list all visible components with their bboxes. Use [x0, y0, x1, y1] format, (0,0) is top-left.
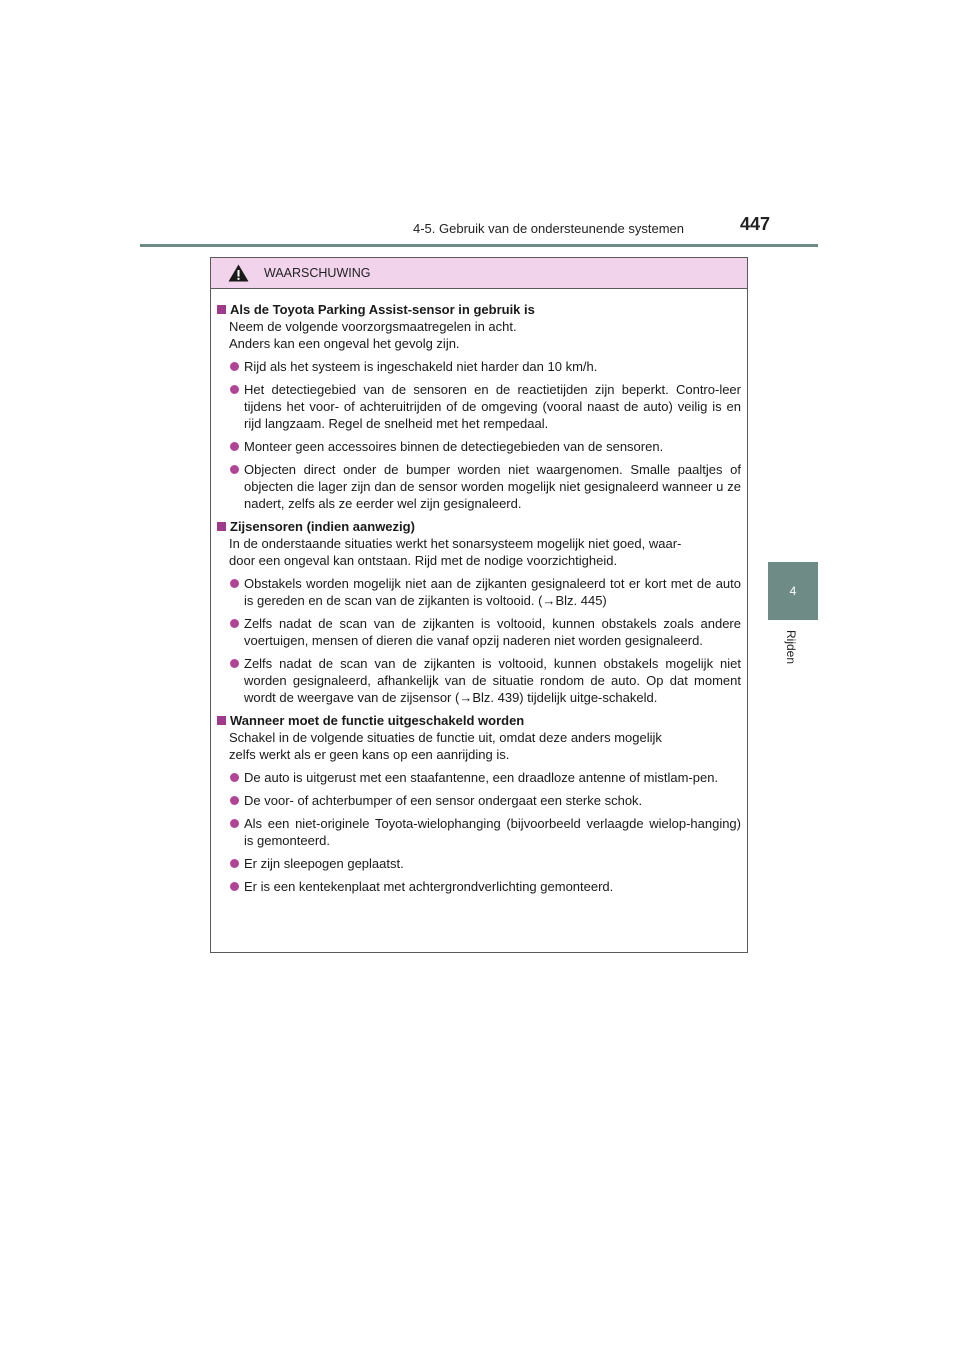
bullet-icon: [230, 385, 239, 394]
section-disable-function: [217, 712, 741, 895]
chapter-tab: 4: [768, 562, 818, 620]
section-parking-assist: [217, 301, 741, 512]
list-item: Monteer geen accessoires binnen de detectiegebieden van de sensoren.: [217, 438, 741, 455]
bullet-icon: [230, 659, 239, 668]
bullet-icon: [230, 619, 239, 628]
running-header-section: 4-5. Gebruik van de ondersteunende systemen: [413, 221, 685, 236]
warning-box: [210, 257, 748, 953]
bullet-icon: [230, 465, 239, 474]
list-item: Rijd als het systeem is ingeschakeld niet harder dan 10 km/h.: [217, 358, 741, 375]
section-square-icon: [217, 522, 226, 531]
list-item: Obstakels worden mogelijk niet aan de zijkanten gesignaleerd tot er kort met de auto is gereden en de scan van de zijkanten is voltooid. (→Blz. 445): [217, 575, 741, 609]
list-item: Er zijn sleepogen geplaatst.: [217, 855, 741, 872]
bullet-icon: [230, 362, 239, 371]
list-item: Objecten direct onder de bumper worden niet waargenomen. Smalle paaltjes of objecten die lager zijn dan de sensor worden mogelijk niet gesignaleerd wanneer u ze nadert, zelfs als ze eerder wel zijn gesignaleerd.: [217, 461, 741, 512]
header-rule: [140, 244, 818, 247]
warning-header: [211, 258, 747, 289]
page-number: 447: [740, 214, 771, 234]
warning-title: WAARSCHUWING: [264, 266, 371, 280]
bullet-icon: [230, 819, 239, 828]
bullet-icon: [230, 882, 239, 891]
bullet-list: [217, 769, 741, 895]
section-square-icon: [217, 716, 226, 725]
bullet-icon: [230, 796, 239, 805]
list-item: De auto is uitgerust met een staafantenne, een draadloze antenne of mistlam-pen.: [217, 769, 741, 786]
bullet-list: [217, 358, 741, 512]
list-item: Er is een kentekenplaat met achtergrondverlichting gemonteerd.: [217, 878, 741, 895]
section-intro: In de onderstaande situaties werkt het sonarsysteem mogelijk niet goed, waar- door een ongeval kan ontstaan. Rijd met de nodige voorzichtigheid.: [229, 536, 682, 568]
list-item: De voor- of achterbumper of een sensor ondergaat een sterke schok.: [217, 792, 741, 809]
section-intro: Schakel in de volgende situaties de functie uit, omdat deze anders mogelijk zelfs werkt als er geen kans op een aanrijding is.: [229, 730, 662, 762]
chapter-label: Rijden: [784, 630, 798, 665]
list-item: Zelfs nadat de scan van de zijkanten is voltooid, kunnen obstakels mogelijk niet worden gesignaleerd, afhankelijk van de situatie rondom de auto. Op dat moment wordt de weergave van de zijsensor (→Blz. 439) tijdelijk uitge-schakeld.: [217, 655, 741, 706]
list-item: Als een niet-originele Toyota-wielophanging (bijvoorbeeld verlaagde wielop-hanging) is gemonteerd.: [217, 815, 741, 849]
section-intro: Neem de volgende voorzorgsmaatregelen in acht. Anders kan een ongeval het gevolg zijn.: [229, 319, 517, 351]
bullet-icon: [230, 442, 239, 451]
bullet-icon: [230, 859, 239, 868]
warning-triangle-icon: [228, 264, 249, 282]
bullet-icon: [230, 579, 239, 588]
warning-body: [211, 289, 747, 895]
bullet-icon: [230, 773, 239, 782]
section-title: Zijsensoren (indien aanwezig): [217, 518, 741, 535]
list-item: Het detectiegebied van de sensoren en de reactietijden zijn beperkt. Contro-leer tijdens het voor- of achteruitrijden of de omgeving (vooral naast de auto) veilig is en rijd langzaam. Regel de snelheid met het rempedaal.: [217, 381, 741, 432]
bullet-list: [217, 575, 741, 706]
list-item: Zelfs nadat de scan van de zijkanten is voltooid, kunnen obstakels zoals andere voertuigen, mensen of dieren die vanaf opzij naderen niet worden gesignaleerd.: [217, 615, 741, 649]
section-side-sensors: [217, 518, 741, 706]
section-title: Als de Toyota Parking Assist-sensor in gebruik is: [217, 301, 741, 318]
section-title: Wanneer moet de functie uitgeschakeld worden: [217, 712, 741, 729]
section-square-icon: [217, 305, 226, 314]
